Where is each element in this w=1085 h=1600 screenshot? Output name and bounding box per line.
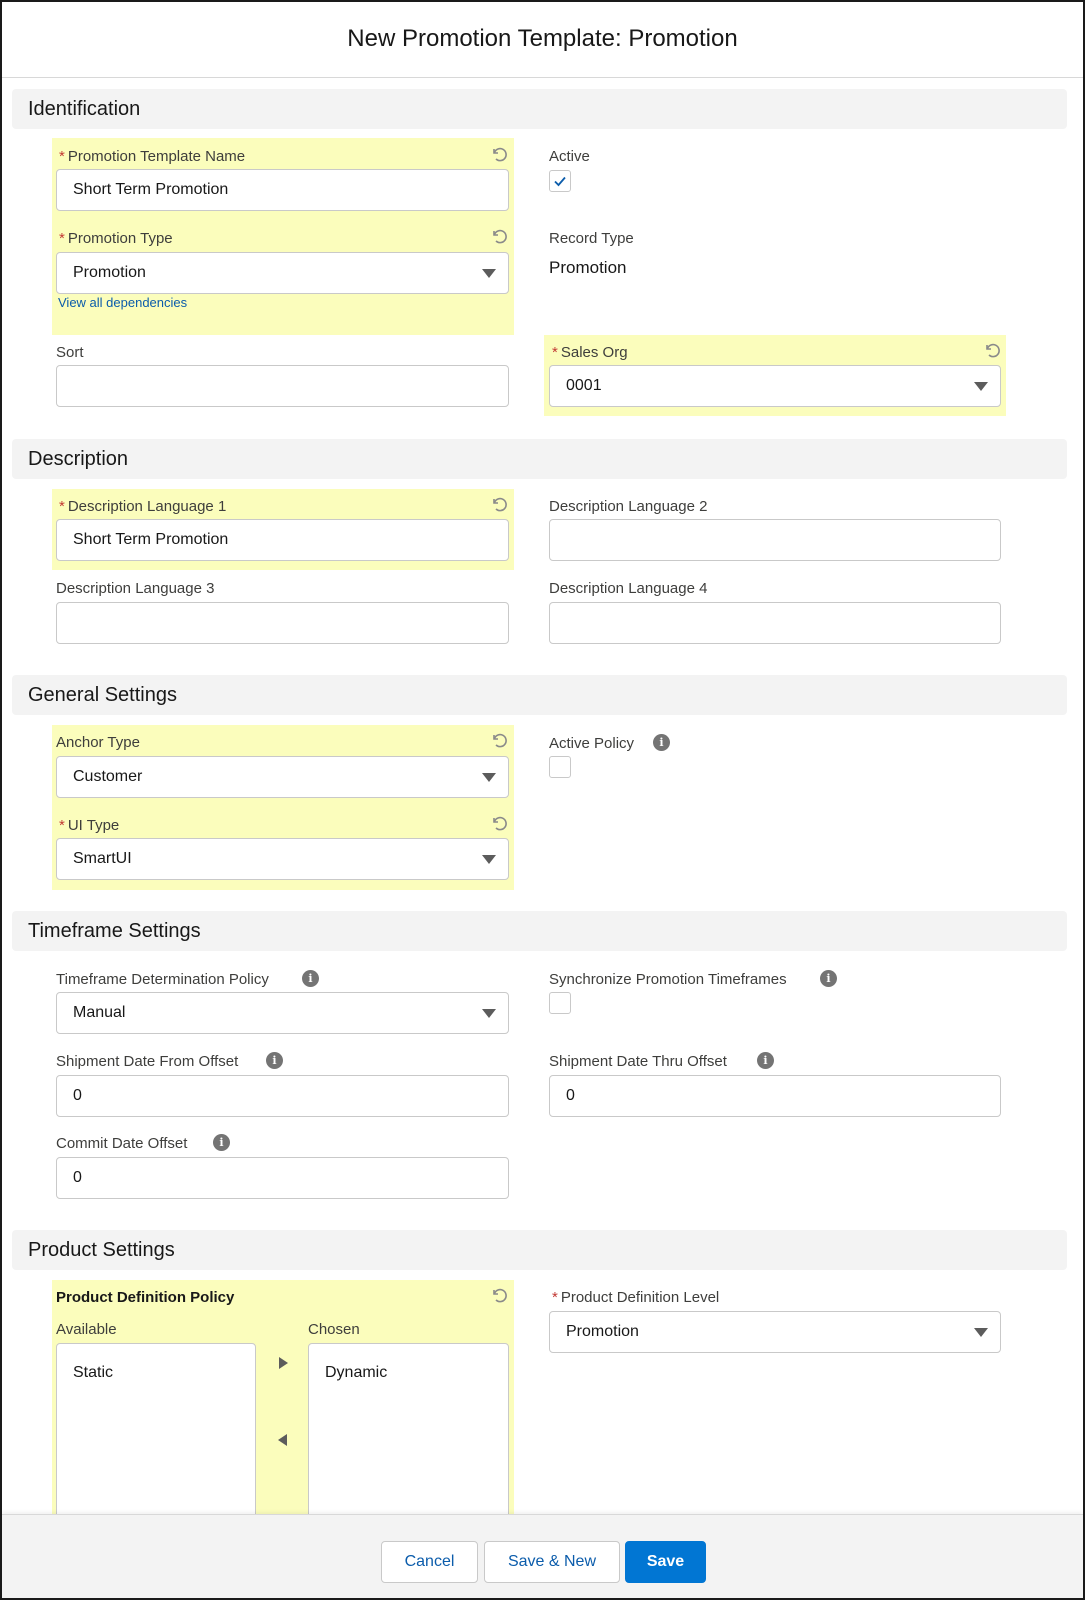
info-icon[interactable]: i — [653, 734, 670, 751]
anchor-type-label: Anchor Type — [56, 734, 140, 751]
save-button[interactable]: Save — [625, 1541, 706, 1583]
active-policy-checkbox[interactable] — [549, 756, 571, 778]
chevron-down-icon — [482, 269, 496, 278]
undo-icon[interactable] — [490, 1286, 508, 1304]
active-policy-label: Active Policy — [549, 735, 635, 752]
available-listbox[interactable] — [56, 1343, 256, 1543]
anchor-type-select[interactable]: Customer — [56, 756, 509, 798]
template-name-label: * Promotion Template Name — [59, 148, 246, 165]
section-identification[interactable] — [12, 89, 1067, 129]
commit-offset-label: Commit Date Offset — [56, 1135, 188, 1152]
chosen-label: Chosen — [308, 1321, 360, 1338]
info-icon[interactable]: i — [757, 1052, 774, 1069]
chevron-down-icon — [974, 382, 988, 391]
available-label: Available — [56, 1321, 117, 1338]
chevron-down-icon — [974, 1328, 988, 1337]
cancel-button[interactable]: Cancel — [381, 1541, 478, 1583]
sort-label: Sort — [56, 344, 84, 361]
info-icon[interactable]: i — [820, 970, 837, 987]
record-type-value: Promotion — [549, 258, 627, 277]
listbox-option[interactable]: Dynamic — [325, 1364, 388, 1381]
section-title: Product Settings — [28, 1239, 175, 1261]
info-icon[interactable]: i — [302, 970, 319, 987]
description-lang3-input[interactable] — [56, 602, 509, 644]
description-lang4-input[interactable] — [549, 602, 1001, 644]
info-icon[interactable]: i — [266, 1052, 283, 1069]
description-lang2-input[interactable] — [549, 519, 1001, 561]
sync-timeframes-label: Synchronize Promotion Timeframes — [549, 971, 787, 988]
move-right-icon[interactable] — [279, 1357, 288, 1369]
promotion-type-select[interactable]: Promotion — [56, 252, 509, 294]
description-lang1-input[interactable]: Short Term Promotion — [56, 519, 509, 561]
section-title: Identification — [28, 98, 141, 120]
undo-icon[interactable] — [490, 145, 508, 163]
template-name-input[interactable]: Short Term Promotion — [56, 169, 509, 211]
section-title: Description — [28, 448, 129, 470]
sales-org-label: * Sales Org — [552, 344, 628, 361]
sort-input[interactable] — [56, 365, 509, 407]
save-and-new-button[interactable]: Save & New — [484, 1541, 620, 1583]
ui-type-select[interactable]: SmartUI — [56, 838, 509, 880]
view-dependencies-link[interactable]: View all dependencies — [58, 295, 188, 310]
commit-offset-input[interactable]: 0 — [56, 1157, 509, 1199]
sync-timeframes-checkbox[interactable] — [549, 992, 571, 1014]
timeframe-policy-select[interactable]: Manual — [56, 992, 509, 1034]
chevron-down-icon — [482, 773, 496, 782]
section-timeframe-settings[interactable] — [12, 911, 1067, 951]
undo-icon[interactable] — [490, 227, 508, 245]
undo-icon[interactable] — [490, 731, 508, 749]
description-lang4-label: Description Language 4 — [549, 580, 708, 597]
shipment-from-label: Shipment Date From Offset — [56, 1053, 239, 1070]
section-title: General Settings — [28, 684, 177, 706]
info-icon[interactable]: i — [213, 1134, 230, 1151]
section-general-settings[interactable] — [12, 675, 1067, 715]
shipment-thru-input[interactable]: 0 — [549, 1075, 1001, 1117]
section-product-settings[interactable] — [12, 1230, 1067, 1270]
check-icon — [553, 174, 567, 188]
section-description[interactable] — [12, 439, 1067, 479]
definition-level-select[interactable]: Promotion — [549, 1311, 1001, 1353]
undo-icon[interactable] — [490, 495, 508, 513]
ui-type-label: * UI Type — [59, 817, 120, 834]
chosen-listbox[interactable] — [308, 1343, 509, 1543]
timeframe-policy-label: Timeframe Determination Policy — [56, 971, 269, 988]
move-left-icon[interactable] — [278, 1434, 287, 1446]
modal-title: New Promotion Template: Promotion — [347, 25, 738, 52]
promotion-type-label: * Promotion Type — [59, 230, 173, 247]
shipment-from-input[interactable]: 0 — [56, 1075, 509, 1117]
undo-icon[interactable] — [983, 341, 1001, 359]
modal-header — [2, 2, 1083, 78]
description-lang1-label: * Description Language 1 — [59, 498, 227, 515]
chevron-down-icon — [482, 855, 496, 864]
active-checkbox[interactable] — [549, 170, 571, 192]
modal-footer — [2, 1514, 1083, 1598]
active-label: Active — [549, 148, 590, 165]
shipment-thru-label: Shipment Date Thru Offset — [549, 1053, 727, 1070]
chevron-down-icon — [482, 1009, 496, 1018]
record-type-label: Record Type — [549, 230, 634, 247]
description-lang2-label: Description Language 2 — [549, 498, 708, 515]
description-lang3-label: Description Language 3 — [56, 580, 215, 597]
listbox-option[interactable]: Static — [73, 1364, 114, 1381]
sales-org-select[interactable]: 0001 — [549, 365, 1001, 407]
definition-level-label: * Product Definition Level — [552, 1289, 720, 1306]
definition-policy-label: Product Definition Policy — [56, 1289, 235, 1306]
undo-icon[interactable] — [490, 814, 508, 832]
section-title: Timeframe Settings — [28, 920, 201, 942]
